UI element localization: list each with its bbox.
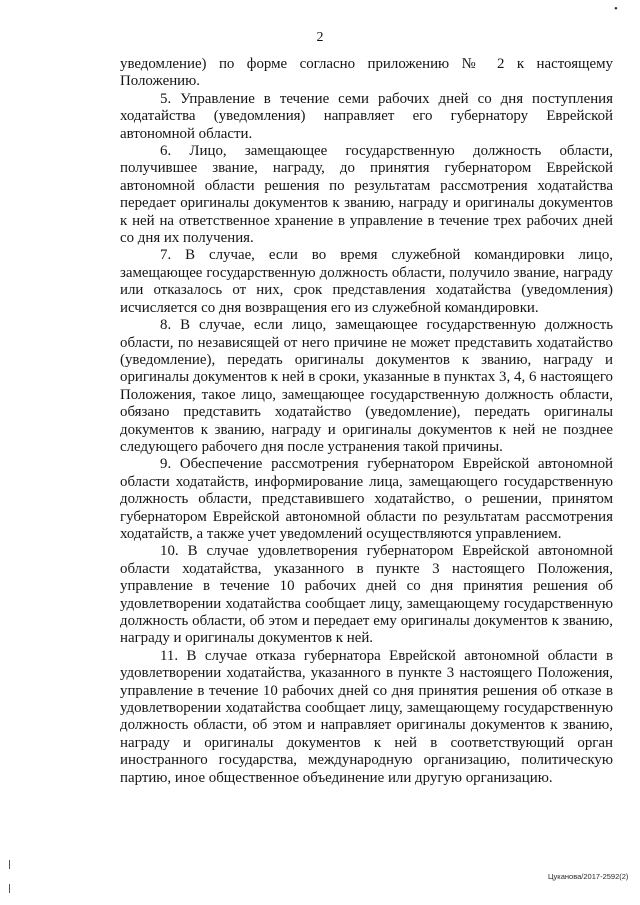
document-body — [120, 56, 613, 787]
paragraph-5: 5. Управление в течение семи рабочих дней со дня поступления ходатайства (уведомления) направляет его губернатору Еврейской автономной области. — [120, 90, 613, 142]
footer-reference: Цуканова/2017-2592(2) — [548, 872, 629, 881]
paragraph-11: 11. В случае отказа губернатора Еврейской автономной области в удовлетворении ходатайства, указанного в пункте 3 настоящего Положения, управление в течение 10 рабочих дней со дня принятия решения об отказе в удовлетворении ходатайства сообщает лицу, замещающему государственную должность области, об этом и направляет оригиналы документов к званию, награду и оригиналы документов к ней в соответствующий орган иностранного государства, международную организацию, политическую партию, иное общественное объединение или другую организацию. — [120, 647, 613, 786]
paragraph-9: 9. Обеспечение рассмотрения губернатором Еврейской автономной области ходатайств, информирование лица, замещающего государственную должность области, представившего ходатайство, о решении, принятом губернатором Еврейской автономной области по результатам рассмотрения ходатайств, а также учет уведомлений осуществляются управлением. — [120, 456, 613, 542]
scan-mark: • — [614, 3, 618, 15]
page-number: 2 — [316, 30, 324, 45]
paragraph-6: 6. Лицо, замещающее государственную должность области, получившее звание, награду, до принятия губернатором Еврейской автономной области решения по результатам рассмотрения ходатайства передает оригиналы документов к званию, награду и оригиналы документов к ней на ответственное хранение в управление в течение трех рабочих дней со дня их получения. — [120, 143, 613, 247]
margin-mark — [9, 860, 10, 869]
paragraph-10: 10. В случае удовлетворения губернатором Еврейской автономной области ходатайства, указанного в пункте 3 настоящего Положения, управление в течение 10 рабочих дней со дня принятия решения об удовлетворении ходатайства сообщает лицу, замещающему государственную должность области, об этом и передает ему оригиналы документов к званию, награду и оригиналы документов к ней. — [120, 543, 613, 647]
paragraph-7: 7. В случае, если во время служебной командировки лицо, замещающее государственную должность области, получило звание, награду или отказалось от них, срок представления ходатайства (уведомления) исчисляется со дня возвращения его из служебной командировки. — [120, 247, 613, 316]
paragraph-continuation: уведомление) по форме согласно приложению № 2 к настоящему Положению. — [120, 56, 613, 90]
margin-mark — [9, 884, 10, 893]
paragraph-8: 8. В случае, если лицо, замещающее государственную должность области, по независящей от него причине не может представить ходатайство (уведомление), передать оригиналы документов к званию, награду и оригиналы документов к ней в сроки, указанные в пунктах 3, 4, 6 настоящего Положения, такое лицо, замещающее государственную должность области, обязано представить ходатайство (уведомление), передать оригиналы документов к званию, награду и оригиналы документов к ней не позднее следующего рабочего дня после устранения такой причины. — [120, 317, 613, 455]
